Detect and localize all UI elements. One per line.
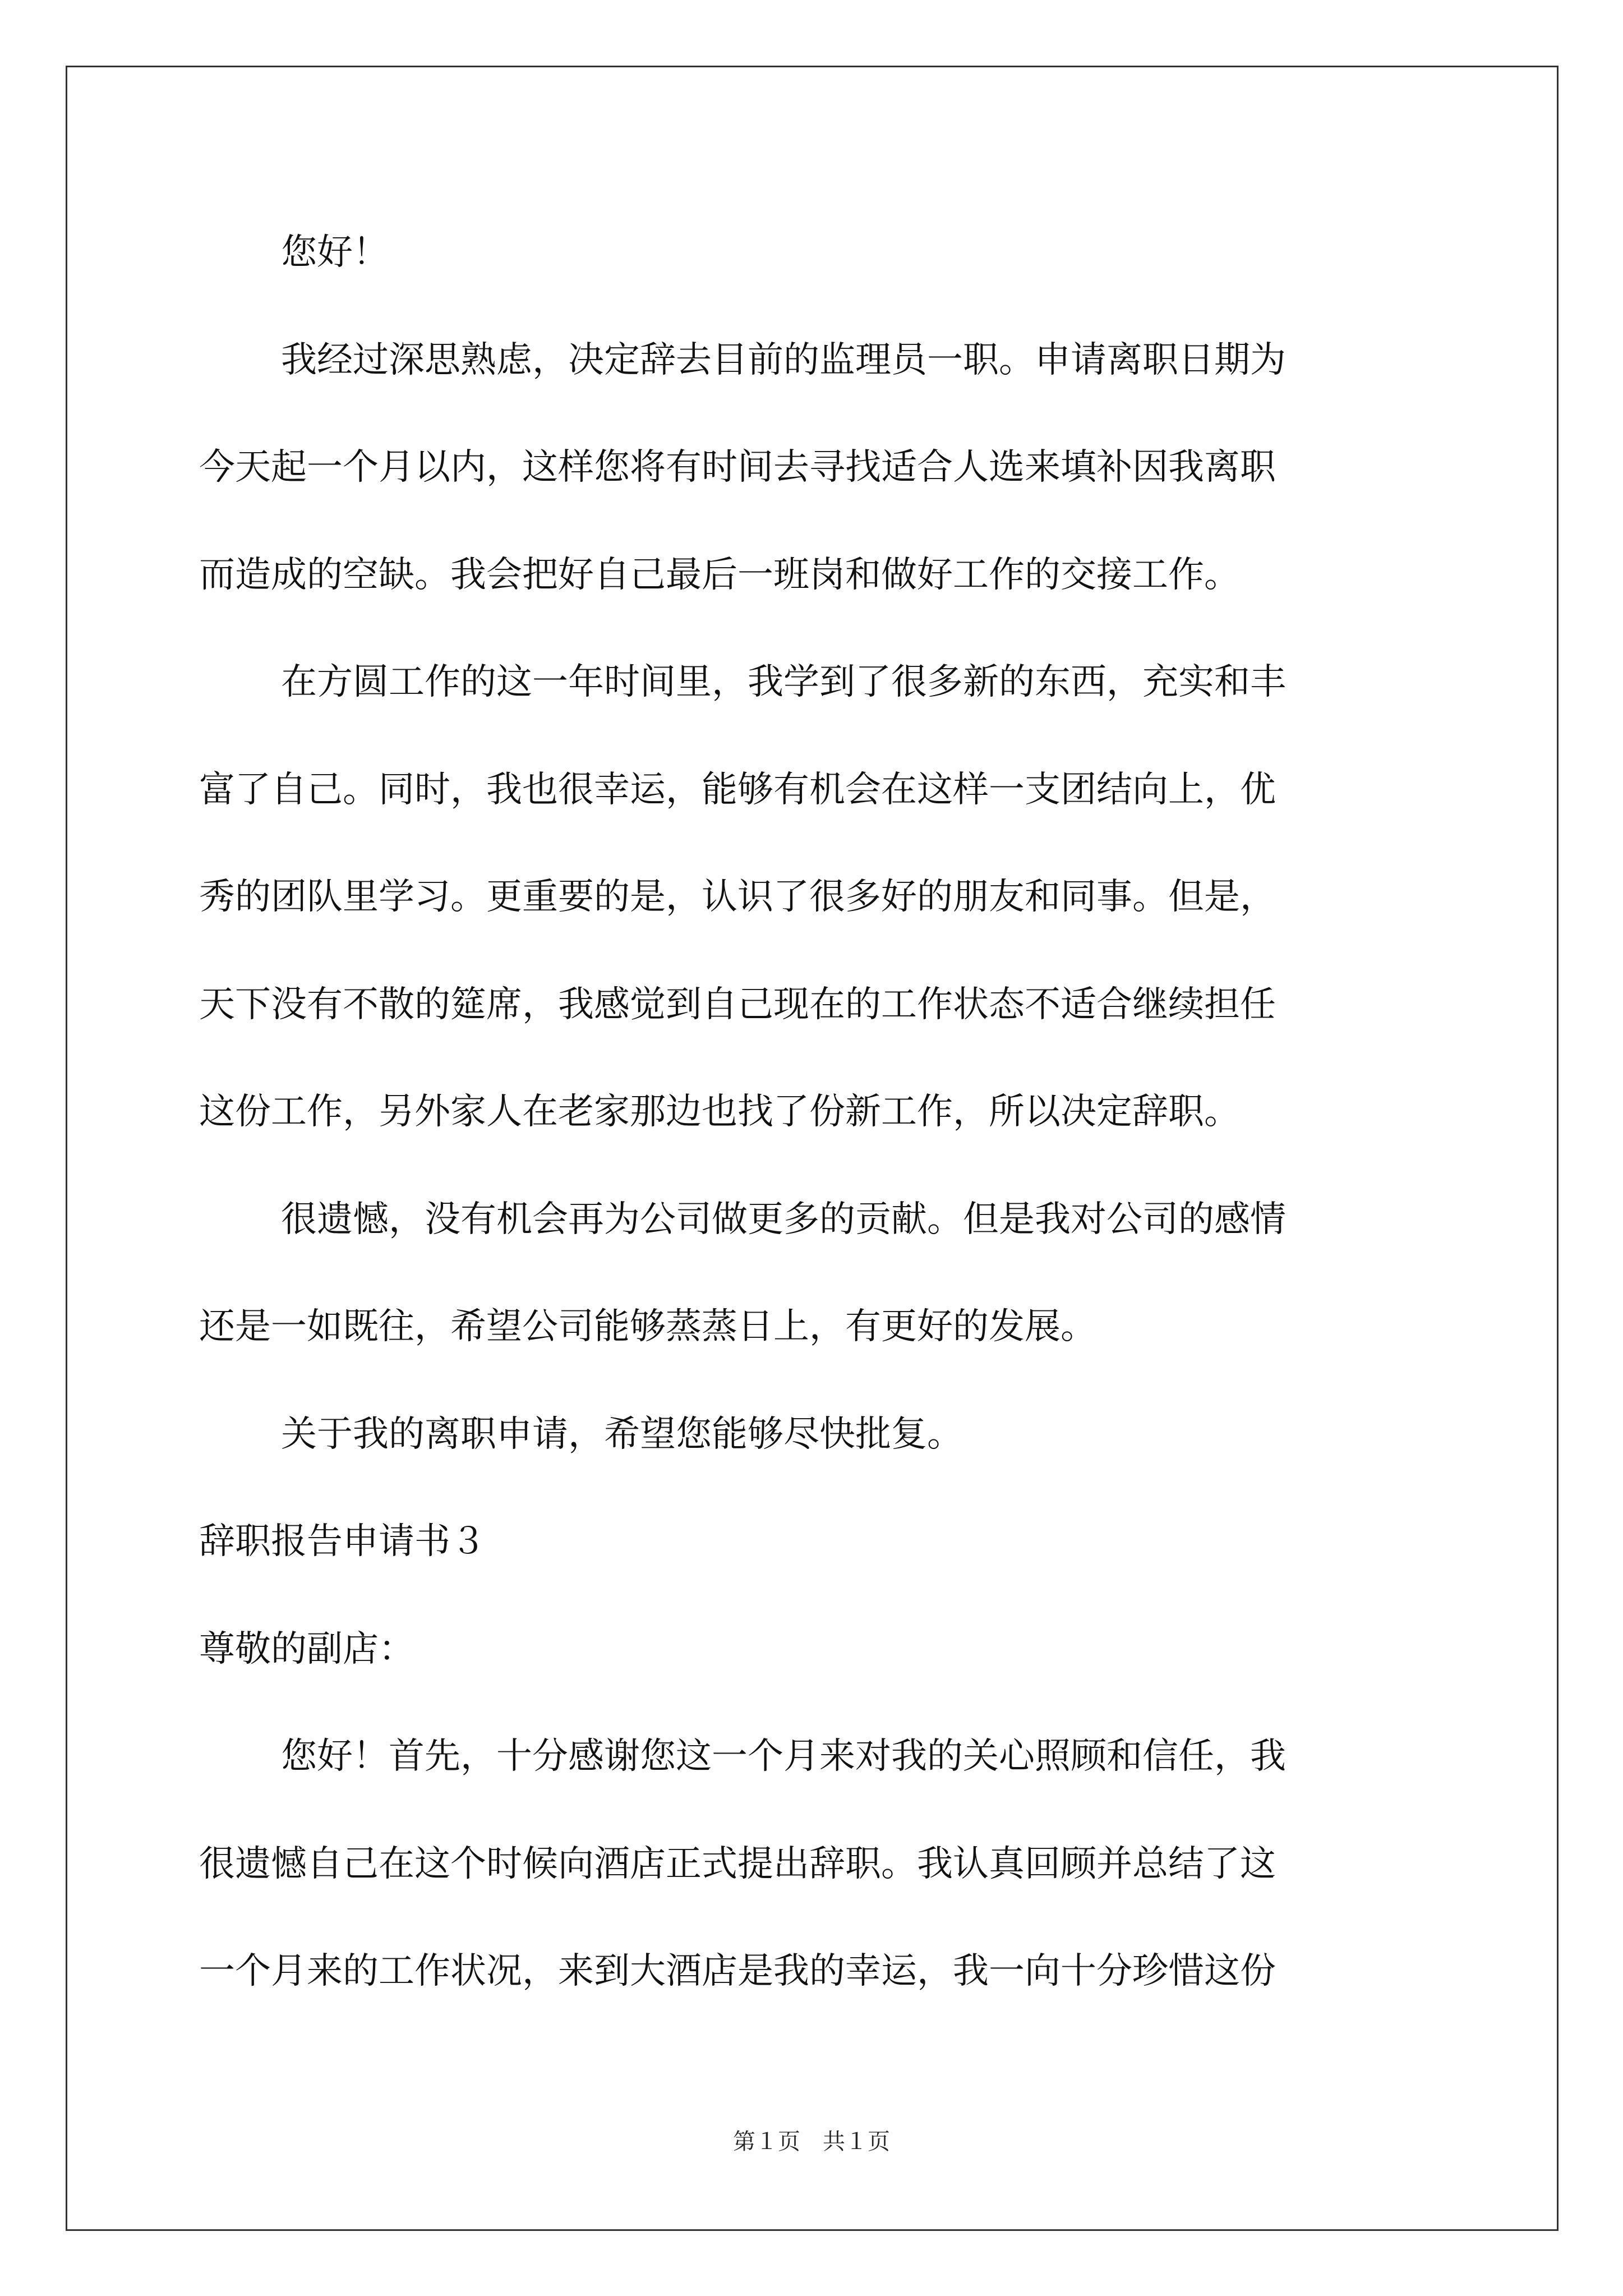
greeting-line: 您好！ <box>281 232 389 273</box>
paragraph-line: 您好！首先，十分感谢您这一个月来对我的关心照顾和信任，我 <box>281 1736 1286 1777</box>
paragraph-line: 还是一如既往，希望公司能够蒸蒸日上，有更好的发展。 <box>199 1306 1096 1347</box>
paragraph-line: 而造成的空缺。我会把好自己最后一班岗和做好工作的交接工作。 <box>199 554 1240 596</box>
salutation-line: 尊敬的副店： <box>199 1628 414 1670</box>
paragraph-line: 富了自己。同时，我也很幸运，能够有机会在这样一支团结向上，优 <box>199 769 1276 811</box>
paragraph-line: 关于我的离职申请，希望您能够尽快批复。 <box>281 1414 963 1455</box>
section-heading: 辞职报告申请书３ <box>199 1521 486 1562</box>
page-footer: 第１页 共１页 <box>733 2129 890 2155</box>
paragraph-line: 在方圆工作的这一年时间里，我学到了很多新的东西，充实和丰 <box>281 661 1286 703</box>
paragraph-line: 一个月来的工作状况，来到大酒店是我的幸运，我一向十分珍惜这份 <box>199 1950 1276 1992</box>
paragraph-line: 今天起一个月以内，这样您将有时间去寻找适合人选来填补因我离职 <box>199 447 1276 488</box>
paragraph-line: 天下没有不散的筵席，我感觉到自己现在的工作状态不适合继续担任 <box>199 984 1276 1025</box>
paragraph-line: 很遗憾，没有机会再为公司做更多的贡献。但是我对公司的感情 <box>281 1199 1286 1240</box>
page-border <box>66 66 1559 2231</box>
paragraph-line: 很遗憾自己在这个时候向酒店正式提出辞职。我认真回顾并总结了这 <box>199 1843 1276 1885</box>
paragraph-line: 秀的团队里学习。更重要的是，认识了很多好的朋友和同事。但是， <box>199 876 1276 918</box>
paragraph-line: 这份工作，另外家人在老家那边也找了份新工作，所以决定辞职。 <box>199 1091 1240 1133</box>
paragraph-line: 我经过深思熟虑，决定辞去目前的监理员一职。申请离职日期为 <box>281 339 1286 381</box>
